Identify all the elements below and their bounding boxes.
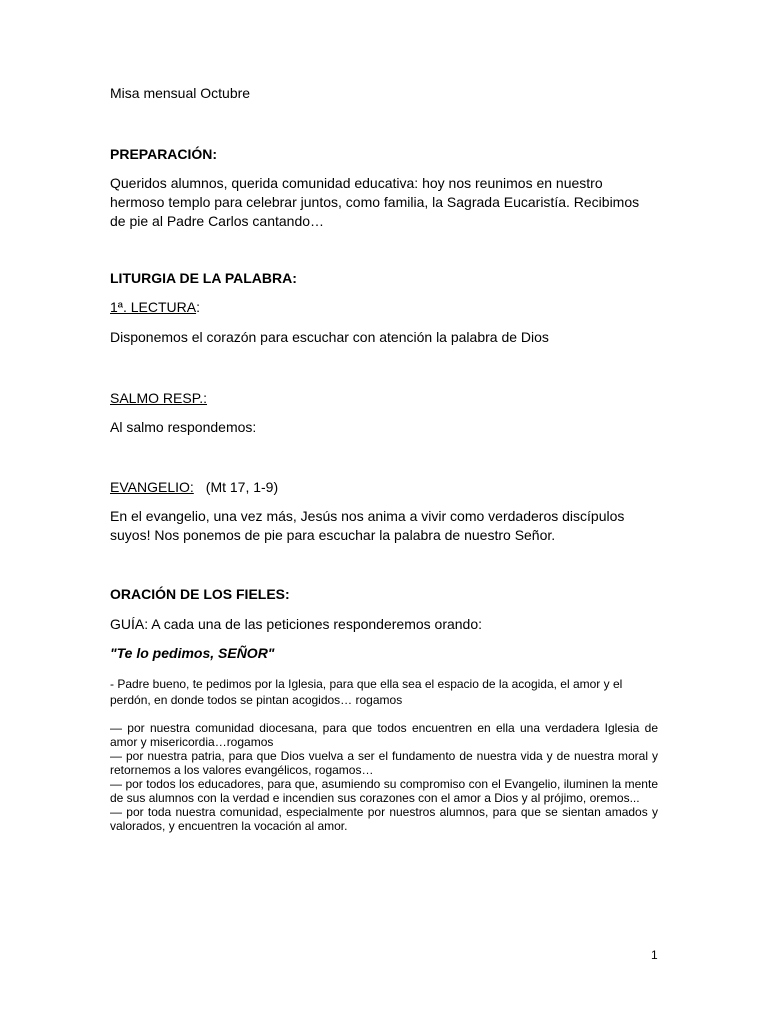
petition-item: — por toda nuestra comunidad, especialmente por nuestros alumnos, para que se sientan amados y valorados, y encuentren la vocación al amor. (110, 805, 658, 833)
petition-item: — por todos los educadores, para que, asumiendo su compromiso con el Evangelio, iluminen la mente de sus alumnos con la verdad e incendien sus corazones con el amor a Dios y al prójimo, oremos... (110, 777, 658, 805)
petitions-list (110, 721, 658, 833)
salmo-text: Al salmo respondemos: (110, 419, 257, 435)
petition-item: — por nuestra patria, para que Dios vuelva a ser el fundamento de nuestra vida y de nuestra moral y retornemos a los valores evangélicos, rogamos… (110, 749, 658, 777)
evangelio-reference: (Mt 17, 1-9) (205, 479, 279, 495)
liturgia-heading: LITURGIA DE LA PALABRA: (110, 270, 297, 286)
first-petition: - Padre bueno, te pedimos por la Iglesia, para que ella sea el espacio de la acogida, el amor y el perdón, en donde todos se pintan acogidos… rogamos (110, 677, 623, 707)
document-title: Misa mensual Octubre (110, 85, 251, 101)
lectura-label: 1ª. LECTURA (110, 299, 197, 315)
page-number: 1 (651, 948, 658, 962)
lectura-line (110, 298, 200, 317)
preparacion-text: Queridos alumnos, querida comunidad educativa: hoy nos reunimos en nuestro hermoso templo para celebrar juntos, como familia, la Sagrada Eucaristía. Recibimos de pie al Padre Carlos cantando… (110, 175, 640, 229)
salmo-label: SALMO RESP.: (110, 390, 208, 406)
evangelio-text: En el evangelio, una vez más, Jesús nos anima a vivir como verdaderos discípulos suyos! Nos ponemos de pie para escuchar la palabra de nuestro Señor. (110, 508, 625, 543)
evangelio-label: EVANGELIO: (110, 479, 194, 495)
lectura-text: Disponemos el corazón para escuchar con atención la palabra de Dios (110, 329, 549, 345)
preparacion-heading: PREPARACIÓN: (110, 146, 218, 162)
petition-item: — por nuestra comunidad diocesana, para que todos encuentren en ella una verdadera Iglesia de amor y misericordia…rogamos (110, 721, 658, 749)
lectura-colon: : (196, 299, 200, 315)
guia-text: GUÍA: A cada una de las peticiones responderemos orando: (110, 616, 483, 632)
evangelio-line (110, 478, 278, 497)
oracion-heading: ORACIÓN DE LOS FIELES: (110, 586, 290, 602)
response-phrase: "Te lo pedimos, SEÑOR" (110, 645, 275, 661)
